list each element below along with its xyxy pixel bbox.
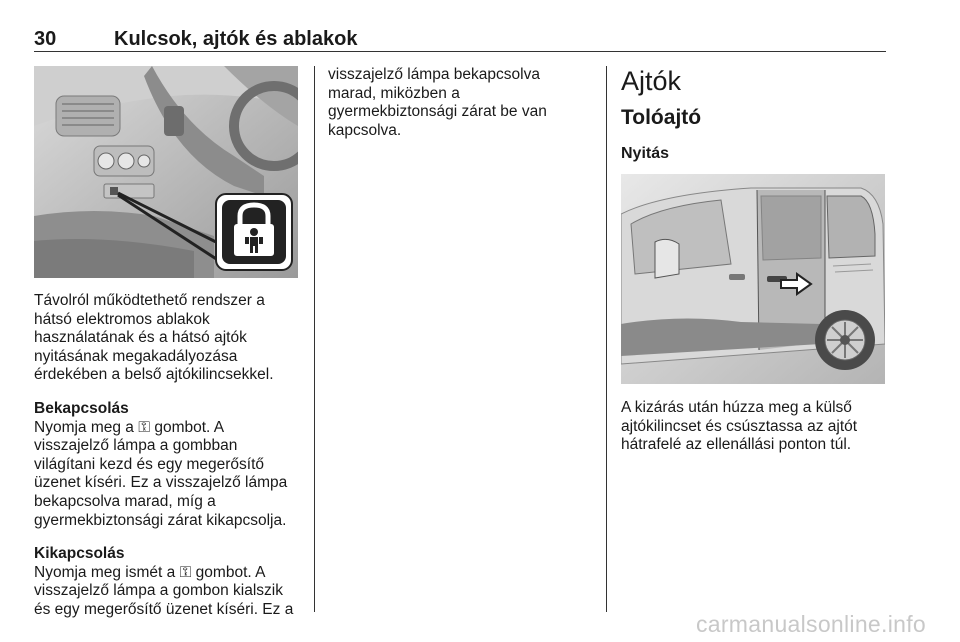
- intro-line: hátsó elektromos ablakok: [34, 310, 210, 328]
- off-heading: Kikapcsolás: [34, 545, 125, 563]
- continued-line: visszajelző lámpa bekapcsolva: [328, 66, 540, 83]
- dashboard-illustration: [34, 66, 298, 278]
- van-svg: [621, 174, 885, 384]
- instruction-line: ajtókilincset és csúsztassa az ajtót: [621, 417, 858, 435]
- column-divider-1: [314, 66, 315, 612]
- on-heading: Bekapcsolás: [34, 399, 129, 417]
- minor-heading: Nyitás: [621, 145, 670, 162]
- intro-line: Távolról működtethető rendszer a: [34, 292, 265, 309]
- column-1-text: [34, 292, 306, 620]
- off-line: Nyomja meg ismét a ⚿ gombot. A: [34, 563, 266, 581]
- on-line: világítani kezd és egy megerősítő: [34, 455, 265, 473]
- intro-line: érdekében a belső ajtókilincsekkel.: [34, 366, 274, 384]
- intro-line: használatának és a hátsó ajtók: [34, 329, 247, 347]
- instruction-line: hátrafelé az ellenállási ponton túl.: [621, 436, 852, 454]
- page-number: 30: [34, 28, 57, 50]
- column-3-text: [621, 399, 891, 455]
- dashboard-svg: [34, 66, 298, 278]
- continued-line: marad, miközben a: [328, 84, 460, 102]
- chapter-title: Kulcsok, ajtók és ablakok: [114, 28, 358, 50]
- page-header: [34, 28, 886, 52]
- column-divider-2: [606, 66, 607, 612]
- instruction-line: A kizárás után húzza meg a külső: [621, 399, 852, 416]
- continued-line: gyermekbiztonsági zárat be van: [328, 103, 547, 121]
- off-line: és egy megerősítő üzenet kíséri. Ez a: [34, 600, 294, 618]
- watermark: carmanualsonline.info: [695, 611, 926, 637]
- section-title: Ajtók: [621, 66, 682, 96]
- continued-line: kapcsolva.: [328, 121, 402, 139]
- on-line: visszajelző lámpa a gombban: [34, 437, 238, 455]
- on-line: gyermekbiztonsági zárat kikapcsolja.: [34, 511, 287, 529]
- column-2-text: [328, 66, 600, 140]
- on-line: üzenet kíséri. Ez a visszajelző lámpa: [34, 474, 288, 492]
- sliding-door-illustration: [621, 174, 885, 384]
- on-line: bekapcsolva marad, míg a: [34, 492, 216, 510]
- on-line: Nyomja meg a ⚿ gombot. A: [34, 418, 225, 436]
- subsection-title: Tolóajtó: [621, 106, 702, 129]
- intro-line: nyitásának megakadályozása: [34, 347, 238, 365]
- off-line: visszajelző lámpa a gombon kialszik: [34, 582, 283, 600]
